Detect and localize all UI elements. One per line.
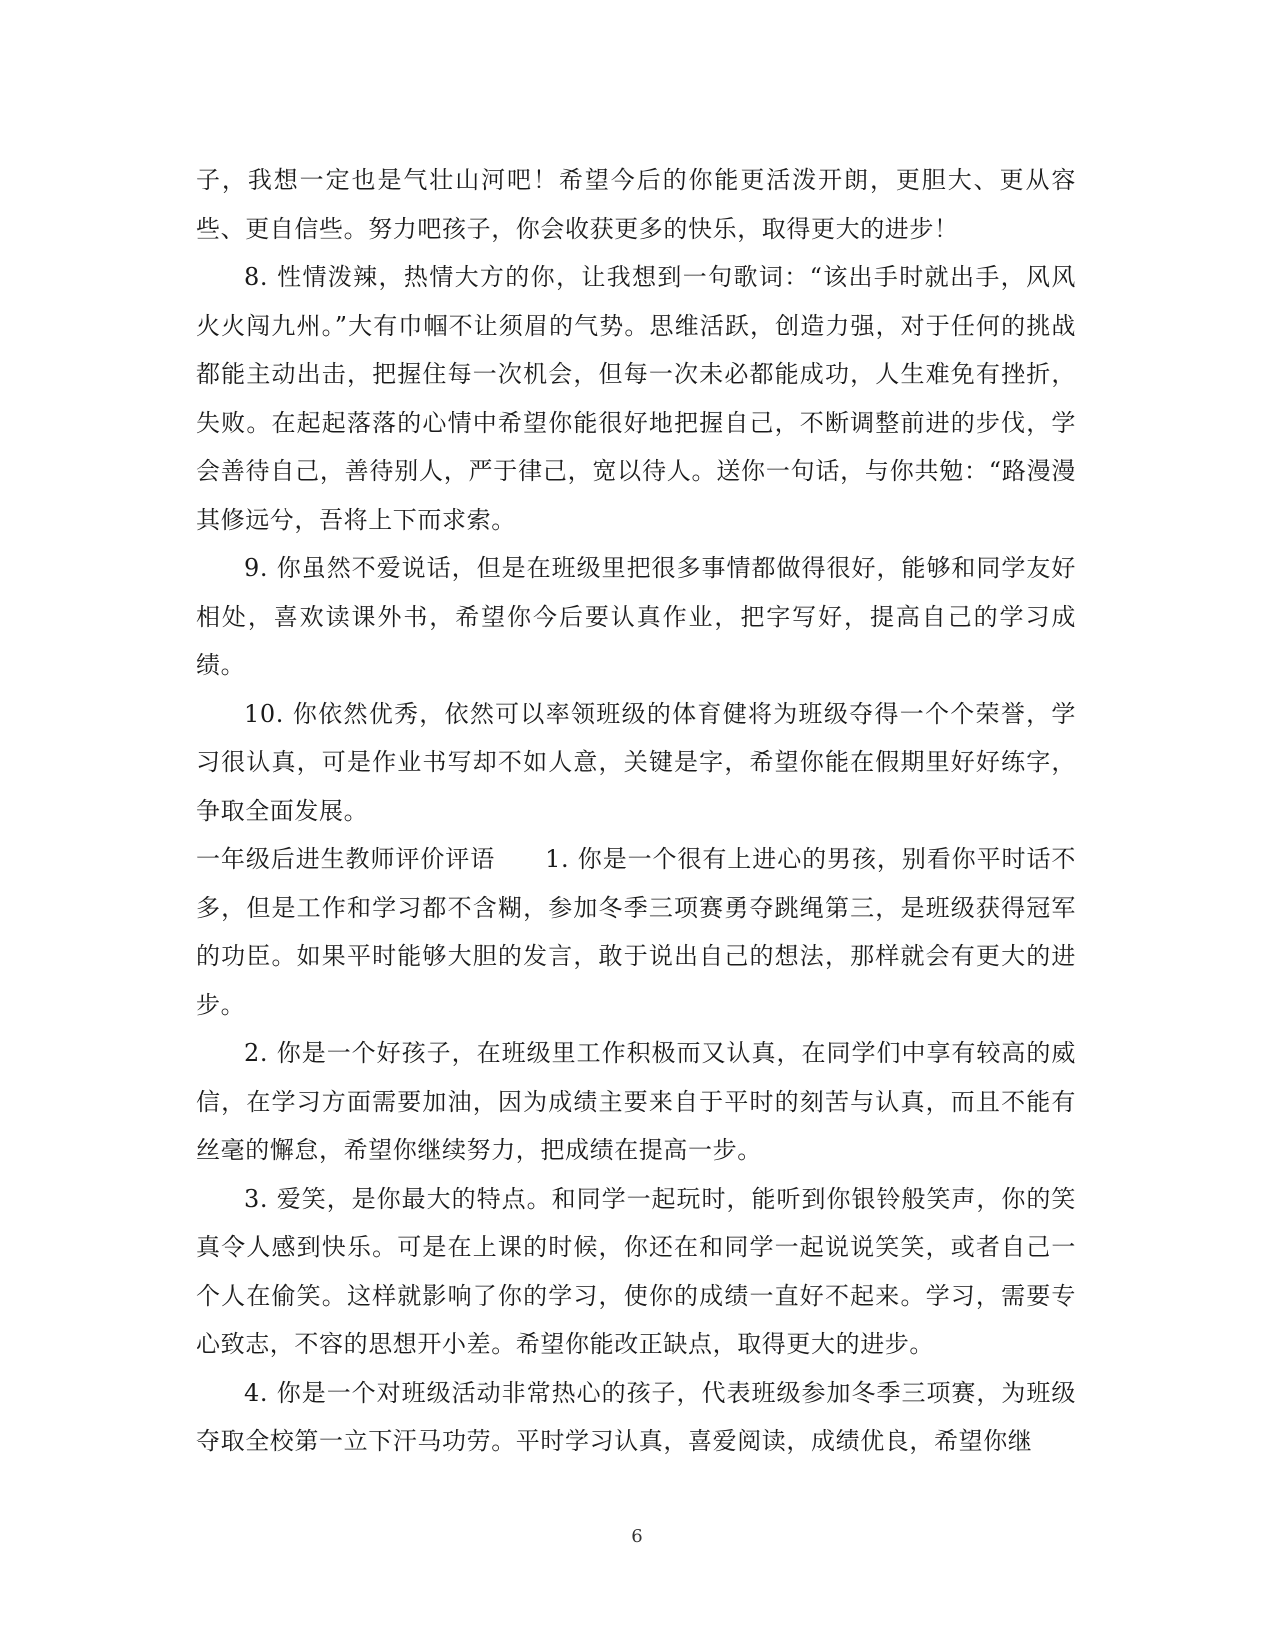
section-first-paragraph <box>196 835 1076 1029</box>
comment-item-1: 1. 你是一个很有上进心的男孩，别看你平时话不多，但是工作和学习都不含糊，参加冬季三项赛勇夺跳绳第三，是班级获得冠军的功臣。如果平时能够大胆的发言，敢于说出自己的想法，那样就会有更大的进步。 <box>196 845 1076 1019</box>
paragraph-continuation: 子，我想一定也是气壮山河吧！希望今后的你能更活泼开朗，更胆大、更从容些、更自信些。努力吧孩子，你会收获更多的快乐，取得更大的进步！ <box>196 166 1076 243</box>
comment-item-10: 10. 你依然优秀，依然可以率领班级的体育健将为班级夺得一个个荣誉，学习很认真，可是作业书写却不如人意，关键是字，希望你能在假期里好好练字，争取全面发展。 <box>196 699 1076 825</box>
section-heading: 一年级后进生教师评价评语 <box>196 845 496 873</box>
comment-item-4: 4. 你是一个对班级活动非常热心的孩子，代表班级参加冬季三项赛，为班级夺取全校第一立下汗马功劳。平时学习认真，喜爱阅读，成绩优良，希望你继 <box>196 1378 1076 1455</box>
page-number: 6 <box>631 1526 643 1547</box>
comment-item-2: 2. 你是一个好孩子，在班级里工作积极而又认真，在同学们中享有较高的威信，在学习方面需要加油，因为成绩主要来自于平时的刻苦与认真，而且不能有丝毫的懈怠，希望你继续努力，把成绩在提高一步。 <box>196 1039 1076 1164</box>
comment-item-9: 9. 你虽然不爱说话，但是在班级里把很多事情都做得很好，能够和同学友好相处，喜欢读课外书，希望你今后要认真作业，把字写好，提高自己的学习成绩。 <box>196 554 1076 679</box>
comment-item-3: 3. 爱笑，是你最大的特点。和同学一起玩时，能听到你银铃般笑声，你的笑真令人感到快乐。可是在上课的时候，你还在和同学一起说说笑笑，或者自己一个人在偷笑。这样就影响了你的学习，使你的成绩一直好不起来。学习，需要专心致志，不容的思想开小差。希望你能改正缺点，取得更大的进步。 <box>196 1184 1076 1358</box>
document-body <box>196 156 1076 1466</box>
comment-item-8: 8. 性情泼辣，热情大方的你，让我想到一句歌词：“该出手时就出手，风风火火闯九州。”大有巾帼不让须眉的气势。思维活跃，创造力强，对于任何的挑战都能主动出击，把握住每一次机会，但每一次未必都能成功，人生难免有挫折，失败。在起起落落的心情中希望你能很好地把握自己，不断调整前进的步伐，学会善待自己，善待别人，严于律己，宽以待人。送你一句话，与你共勉：“路漫漫其修远兮，吾将上下而求索。 <box>196 263 1076 534</box>
